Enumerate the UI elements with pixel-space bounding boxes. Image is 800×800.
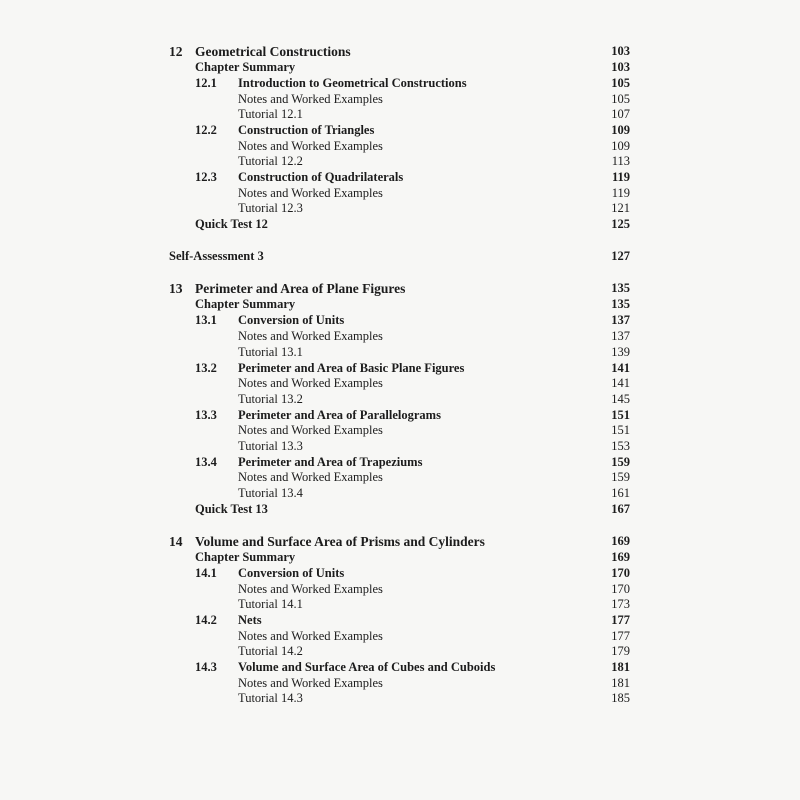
notes-entry xyxy=(0,629,800,644)
quick-test-entry xyxy=(0,502,800,517)
page-number: 170 xyxy=(611,566,630,580)
tutorial-entry xyxy=(0,107,800,122)
entry-label: Chapter Summary xyxy=(195,550,296,564)
section-title: Conversion of Units xyxy=(238,313,345,327)
notes-entry xyxy=(0,92,800,107)
tutorial-entry xyxy=(0,691,800,706)
page-number: 177 xyxy=(611,613,630,627)
entry-label: Chapter Summary xyxy=(195,297,296,311)
entry-label: Notes and Worked Examples xyxy=(238,582,383,596)
tutorial-entry xyxy=(0,392,800,407)
section-title: Nets xyxy=(238,613,262,627)
section-heading xyxy=(0,123,800,138)
entry-label: Tutorial 13.1 xyxy=(238,345,303,359)
chapter-title: Perimeter and Area of Plane Figures xyxy=(195,281,406,296)
notes-entry xyxy=(0,186,800,201)
entry-label: Tutorial 13.4 xyxy=(238,486,303,500)
entry-label: Tutorial 14.1 xyxy=(238,597,303,611)
section-number: 12.1 xyxy=(195,76,217,90)
page-number: 151 xyxy=(611,423,630,437)
page-number: 135 xyxy=(611,281,630,295)
notes-entry xyxy=(0,139,800,154)
notes-entry xyxy=(0,676,800,691)
page-number: 105 xyxy=(611,92,630,106)
page-number: 177 xyxy=(611,629,630,643)
notes-entry xyxy=(0,582,800,597)
chapter-title: Geometrical Constructions xyxy=(195,44,351,59)
section-number: 13.4 xyxy=(195,455,217,469)
section-title: Introduction to Geometrical Constructions xyxy=(238,76,467,90)
page-number: 179 xyxy=(611,644,630,658)
tutorial-entry xyxy=(0,644,800,659)
page-number: 173 xyxy=(611,597,630,611)
chapter-title: Volume and Surface Area of Prisms and Cylinders xyxy=(195,534,485,549)
tutorial-entry xyxy=(0,201,800,216)
section-title: Perimeter and Area of Trapeziums xyxy=(238,455,423,469)
section-heading xyxy=(0,313,800,328)
chapter-number: 12 xyxy=(169,44,183,59)
entry-label: Notes and Worked Examples xyxy=(238,92,383,106)
page-number: 121 xyxy=(611,201,630,215)
page-number: 169 xyxy=(611,534,630,548)
page-number: 181 xyxy=(611,676,630,690)
section-title: Construction of Triangles xyxy=(238,123,375,137)
section-title: Perimeter and Area of Basic Plane Figures xyxy=(238,361,465,375)
page-number: 103 xyxy=(611,44,630,58)
page-number: 125 xyxy=(611,217,630,231)
entry-label: Tutorial 13.3 xyxy=(238,439,303,453)
entry-label: Tutorial 13.2 xyxy=(238,392,303,406)
chapter-number: 14 xyxy=(169,534,183,549)
quick-test-entry xyxy=(0,217,800,232)
chapter-summary-entry xyxy=(0,60,800,75)
page-number: 161 xyxy=(611,486,630,500)
notes-entry xyxy=(0,376,800,391)
tutorial-entry xyxy=(0,597,800,612)
page-number: 170 xyxy=(611,582,630,596)
entry-label: Tutorial 14.3 xyxy=(238,691,303,705)
chapter-13-heading xyxy=(0,281,800,296)
page-number: 107 xyxy=(611,107,630,121)
entry-label: Tutorial 12.3 xyxy=(238,201,303,215)
page-number: 119 xyxy=(611,170,630,184)
section-heading xyxy=(0,408,800,423)
chapter-summary-entry xyxy=(0,550,800,565)
section-number: 12.3 xyxy=(195,170,217,184)
page-number: 167 xyxy=(611,502,630,516)
page-number: 153 xyxy=(611,439,630,453)
entry-label: Tutorial 14.2 xyxy=(238,644,303,658)
page-number: 103 xyxy=(611,60,630,74)
page-number: 169 xyxy=(611,550,630,564)
chapter-12-heading xyxy=(0,44,800,59)
page-number: 151 xyxy=(611,408,630,422)
self-assessment-entry xyxy=(0,249,800,264)
notes-entry xyxy=(0,423,800,438)
tutorial-entry xyxy=(0,154,800,169)
page-number: 113 xyxy=(611,154,630,168)
section-number: 14.3 xyxy=(195,660,217,674)
tutorial-entry xyxy=(0,486,800,501)
tutorial-entry xyxy=(0,345,800,360)
entry-label: Notes and Worked Examples xyxy=(238,139,383,153)
section-heading xyxy=(0,361,800,376)
page-number: 141 xyxy=(611,376,630,390)
page-number: 109 xyxy=(611,139,630,153)
page-number: 137 xyxy=(611,329,630,343)
section-title: Construction of Quadrilaterals xyxy=(238,170,404,184)
section-heading xyxy=(0,170,800,185)
page-number: 145 xyxy=(611,392,630,406)
page-number: 109 xyxy=(611,123,630,137)
entry-label: Quick Test 13 xyxy=(195,502,268,516)
page-number: 181 xyxy=(611,660,630,674)
section-heading xyxy=(0,566,800,581)
section-title: Conversion of Units xyxy=(238,566,345,580)
section-number: 13.1 xyxy=(195,313,217,327)
entry-label: Notes and Worked Examples xyxy=(238,329,383,343)
tutorial-entry xyxy=(0,439,800,454)
section-heading xyxy=(0,613,800,628)
entry-label: Tutorial 12.1 xyxy=(238,107,303,121)
page-number: 185 xyxy=(611,691,630,705)
section-number: 13.2 xyxy=(195,361,217,375)
entry-label: Notes and Worked Examples xyxy=(238,186,383,200)
section-number: 13.3 xyxy=(195,408,217,422)
notes-entry xyxy=(0,329,800,344)
section-heading xyxy=(0,455,800,470)
entry-label: Notes and Worked Examples xyxy=(238,376,383,390)
entry-label: Self-Assessment 3 xyxy=(169,249,264,263)
entry-label: Notes and Worked Examples xyxy=(238,629,383,643)
section-number: 14.1 xyxy=(195,566,217,580)
entry-label: Quick Test 12 xyxy=(195,217,268,231)
page-number: 137 xyxy=(611,313,630,327)
entry-label: Tutorial 12.2 xyxy=(238,154,303,168)
entry-label: Notes and Worked Examples xyxy=(238,470,383,484)
entry-label: Notes and Worked Examples xyxy=(238,423,383,437)
entry-label: Notes and Worked Examples xyxy=(238,676,383,690)
page-number: 127 xyxy=(611,249,630,263)
section-title: Volume and Surface Area of Cubes and Cuboids xyxy=(238,660,496,674)
section-heading xyxy=(0,660,800,675)
page-number: 119 xyxy=(611,186,630,200)
page-number: 159 xyxy=(611,470,630,484)
section-number: 14.2 xyxy=(195,613,217,627)
notes-entry xyxy=(0,470,800,485)
page-number: 141 xyxy=(611,361,630,375)
page-number: 159 xyxy=(611,455,630,469)
section-title: Perimeter and Area of Parallelograms xyxy=(238,408,441,422)
section-number: 12.2 xyxy=(195,123,217,137)
chapter-14-heading xyxy=(0,534,800,549)
chapter-summary-entry xyxy=(0,297,800,312)
page-number: 139 xyxy=(611,345,630,359)
section-heading xyxy=(0,76,800,91)
page-number: 105 xyxy=(611,76,630,90)
chapter-number: 13 xyxy=(169,281,183,296)
page-number: 135 xyxy=(611,297,630,311)
entry-label: Chapter Summary xyxy=(195,60,296,74)
